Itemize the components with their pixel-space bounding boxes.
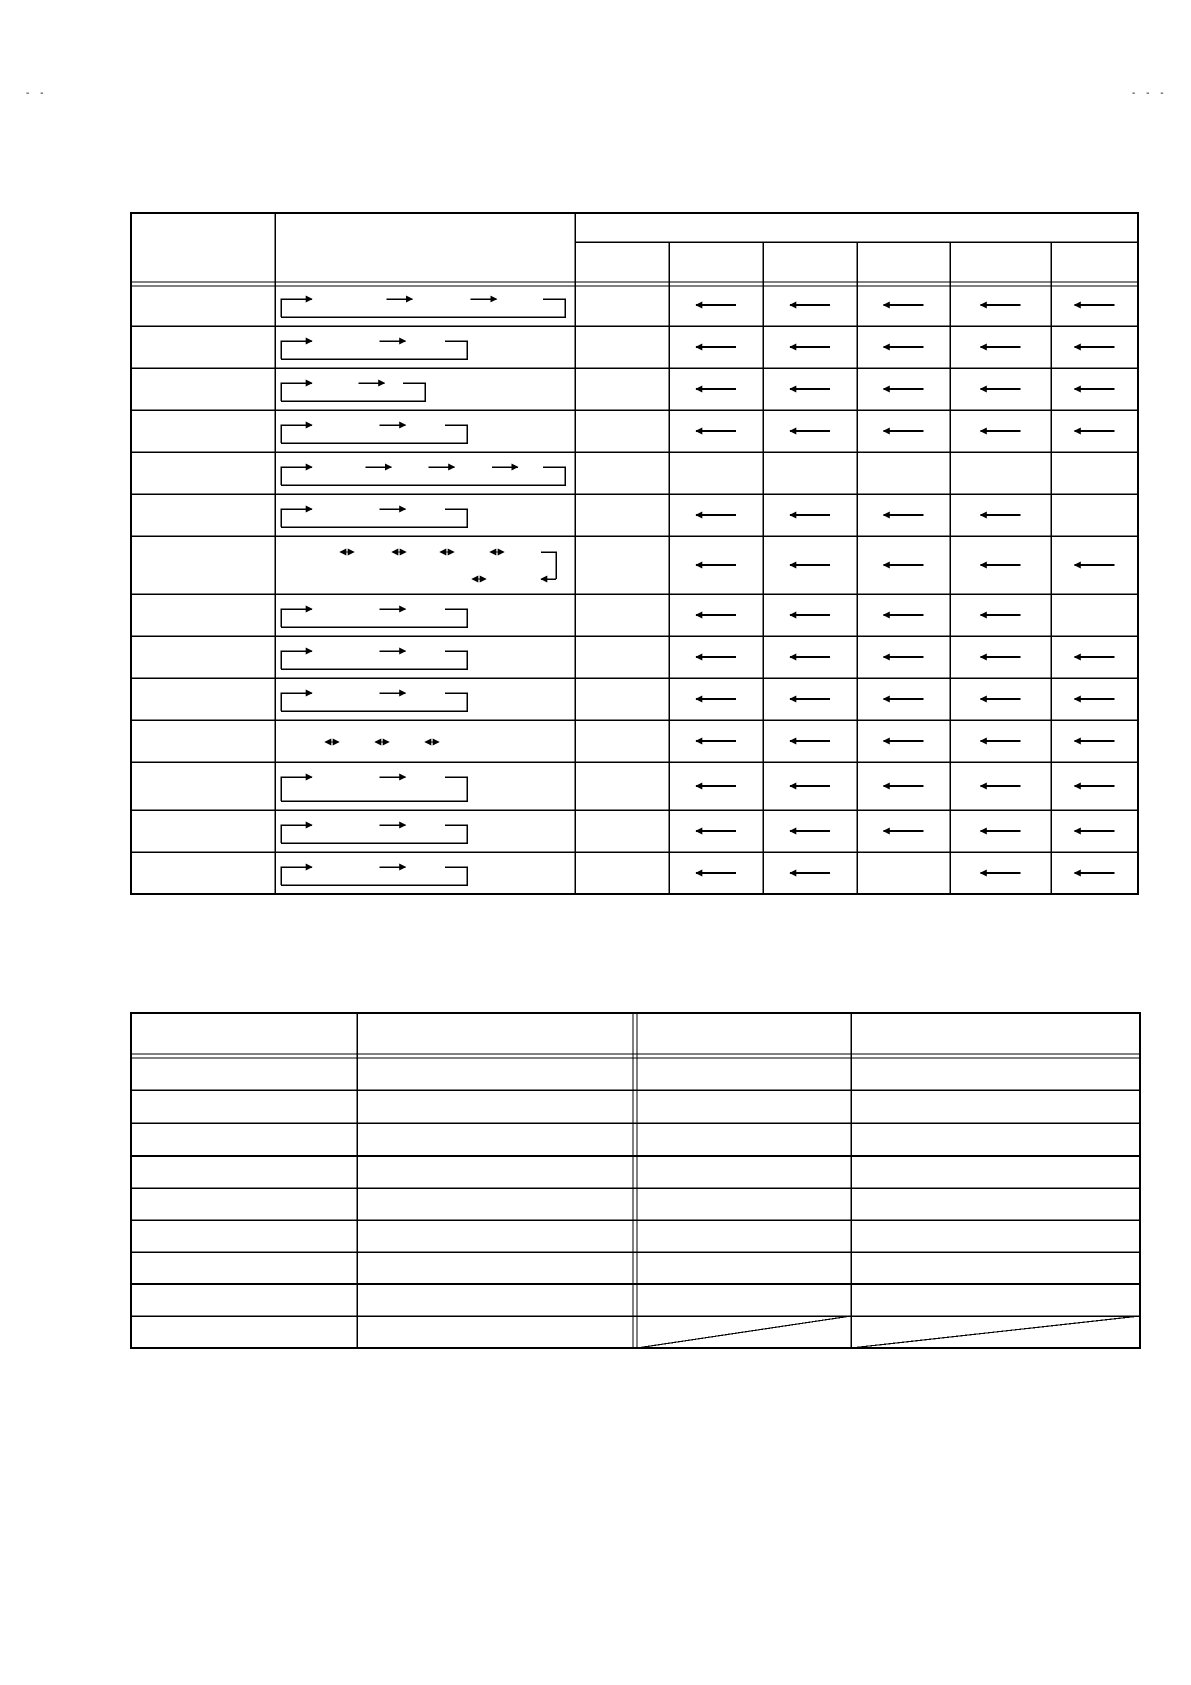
flow-return-loop (281, 341, 467, 359)
flow-return-loop (281, 425, 467, 443)
flow-return-loop (281, 693, 467, 711)
flow-feed-arrow (281, 651, 312, 669)
flow-return-loop (281, 383, 425, 401)
flow-return-loop (281, 609, 467, 627)
flow-diagram (281, 341, 467, 359)
flow-diagram (281, 467, 565, 485)
table2-diagonal-line (637, 1316, 851, 1348)
flow-feed-arrow (281, 383, 312, 401)
flow-diagram (281, 825, 467, 843)
corner-marks-right: - - - (1132, 88, 1168, 99)
flow-feed-arrow (281, 299, 312, 317)
flow-feed-arrow (281, 693, 312, 711)
flow-diagram (281, 509, 467, 527)
table2-diagonal-line (851, 1316, 1140, 1348)
flow-feed-arrow (281, 777, 312, 801)
flow-feed-arrow (281, 509, 312, 527)
corner-marks-left: - - (26, 88, 48, 99)
flow-feed-arrow (281, 467, 312, 485)
flow-diagram (281, 693, 467, 711)
table1-grid (131, 213, 1138, 894)
flow-return-loop (281, 825, 467, 843)
table2-border (131, 1013, 1140, 1348)
flow-return-loop (281, 777, 467, 801)
flow-return-loop (281, 867, 467, 885)
flow-diagram (281, 609, 467, 627)
flow-diagram (281, 425, 467, 443)
table2-grid (131, 1013, 1140, 1348)
flow-feed-arrow (281, 341, 312, 359)
flow-return-loop (281, 509, 467, 527)
flow-diagram (281, 383, 425, 401)
table1-flow-diagrams (281, 299, 565, 885)
flow-feed-arrow (281, 425, 312, 443)
flow-diagram (281, 651, 467, 669)
flow-diagram (281, 299, 565, 317)
flow-side-loop (541, 552, 556, 565)
flow-return-loop (281, 299, 565, 317)
flow-diagram (340, 552, 556, 579)
flow-feed-arrow (281, 609, 312, 627)
table1-border (131, 213, 1138, 894)
flow-feed-arrow (281, 867, 312, 885)
flow-diagram (281, 867, 467, 885)
flow-return-loop (281, 467, 565, 485)
flow-return-loop (281, 651, 467, 669)
flow-diagram (281, 777, 467, 801)
flow-feed-arrow (281, 825, 312, 843)
